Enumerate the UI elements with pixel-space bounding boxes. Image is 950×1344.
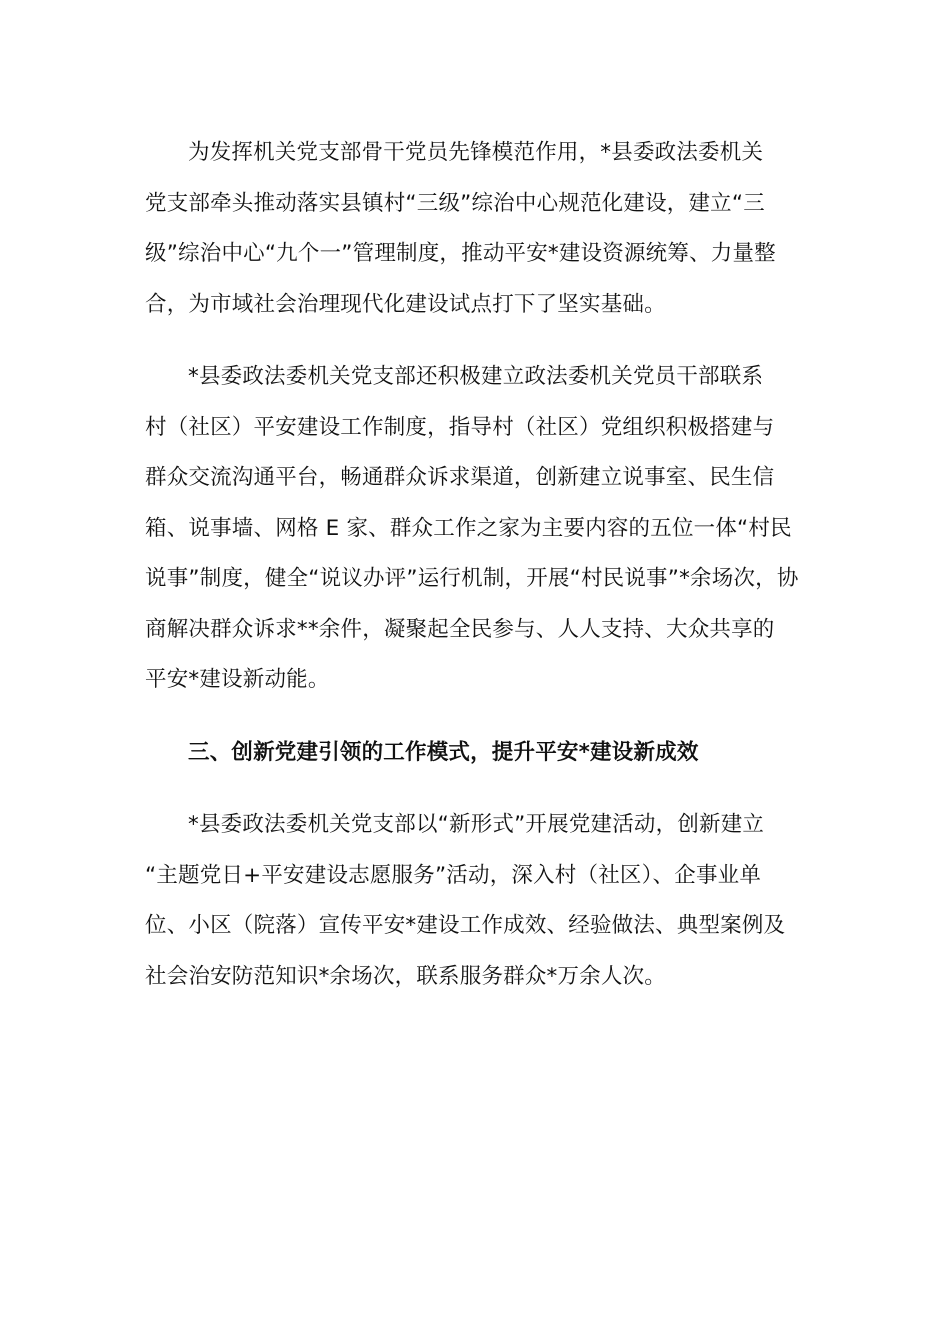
text-line: 村（社区）平安建设工作制度，指导村（社区）党组织积极搭建与 — [145, 414, 775, 440]
text-line: 社会治安防范知识*余场次，联系服务群众*万余人次。 — [145, 963, 667, 989]
text-line: 说事”制度，健全“说议办评”运行机制，开展“村民说事”*余场次，协 — [145, 566, 799, 591]
paragraph-party-branch-role — [145, 128, 807, 330]
text-line: *县委政法委机关党支部还积极建立政法委机关党员干部联系 — [188, 364, 764, 389]
text-line: 箱、说事墙、网格 E 家、群众工作之家为主要内容的五位一体“村民 — [145, 515, 792, 541]
text-line: 为发挥机关党支部骨干党员先锋模范作用，*县委政法委机关 — [188, 140, 764, 165]
text-line: 群众交流沟通平台，畅通群众诉求渠道，创新建立说事室、民生信 — [145, 465, 775, 490]
text-line: 党支部牵头推动落实县镇村“三级”综治中心规范化建设，建立“三 — [145, 190, 765, 216]
text-line: 合，为市域社会治理现代化建设试点打下了坚实基础。 — [145, 291, 666, 317]
text-line: 位、小区（院落）宣传平安*建设工作成效、经验做法、典型案例及 — [145, 913, 786, 938]
text-line: *县委政法委机关党支部以“新形式”开展党建活动，创新建立 — [188, 812, 765, 837]
text-line: “主题党日+平安建设志愿服务”活动，深入村（社区）、企事业单 — [145, 862, 762, 888]
text-line: 级”综治中心“九个一”管理制度，推动平安*建设资源统筹、力量整 — [145, 241, 776, 266]
text-line: 平安*建设新动能。 — [145, 667, 330, 692]
section-heading: 三、创新党建引领的工作模式，提升平安*建设新成效 — [188, 739, 699, 765]
paragraph-new-form-activities — [145, 800, 807, 1002]
text-line: 商解决群众诉求**余件，凝聚起全民参与、人人支持、大众共享的 — [145, 616, 775, 642]
paragraph-contact-system — [145, 352, 807, 706]
document-body — [145, 128, 807, 1024]
